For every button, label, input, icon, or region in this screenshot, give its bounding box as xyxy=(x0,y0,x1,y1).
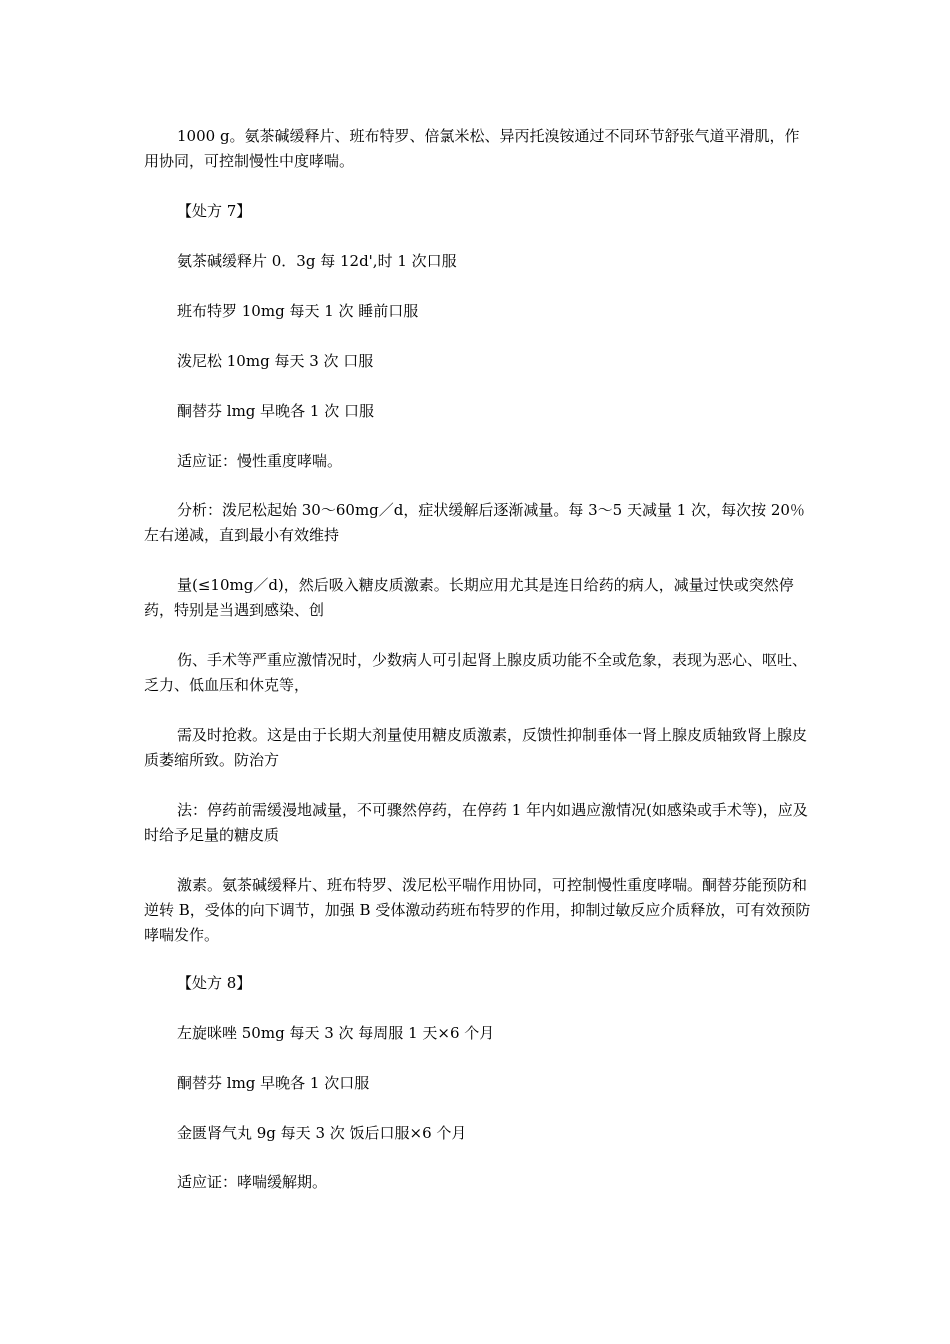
analysis-paragraph-4: 需及时抢救。这是由于长期大剂量使用糖皮质激素，反馈性抑制垂体一肾上腺皮质轴致肾上腺皮质萎缩所致。防治方 xyxy=(144,726,808,769)
paragraph-intro: 1000 g。氨茶碱缓释片、班布特罗、倍氯米松、异丙托溴铵通过不同环节舒张气道平滑肌，作用协同，可控制慢性中度哮喘。 xyxy=(144,127,800,170)
prescription-8-indication: 适应证：哮喘缓解期。 xyxy=(177,1173,328,1191)
prescription-8-item-ketotifen: 酮替芬 lmg 早晚各 1 次口服 xyxy=(177,1074,370,1092)
prescription-7-heading: 【处方 7】 xyxy=(177,202,252,220)
prescription-7-item-prednisone: 泼尼松 10mg 每天 3 次 口服 xyxy=(177,352,374,370)
prescription-7-item-bambuterol: 班布特罗 10mg 每天 1 次 睡前口服 xyxy=(177,302,419,320)
prescription-7-item-ketotifen: 酮替芬 lmg 早晚各 1 次 口服 xyxy=(177,402,375,420)
analysis-paragraph-3: 伤、手术等严重应激情况时，少数病人可引起肾上腺皮质功能不全或危象，表现为恶心、呕吐、乏力、低血压和休克等， xyxy=(144,651,808,694)
prescription-7-indication: 适应证：慢性重度哮喘。 xyxy=(177,452,343,470)
analysis-paragraph-2: 量(≤10mg／d)，然后吸入糖皮质激素。长期应用尤其是连日给药的病人，减量过快或突然停药，特别是当遇到感染、创 xyxy=(144,576,794,619)
prescription-7-item-aminophylline: 氨茶碱缓释片 0．3g 每 12d',时 1 次口服 xyxy=(177,252,457,270)
prescription-8-heading: 【处方 8】 xyxy=(177,974,252,992)
prescription-8-item-jinkui-pill: 金匮肾气丸 9g 每天 3 次 饭后口服×6 个月 xyxy=(177,1124,467,1142)
analysis-paragraph-1: 分析：泼尼松起始 30～60mg／d，症状缓解后逐渐减量。每 3～5 天减量 1 次，每次按 20％左右递减，直到最小有效维持 xyxy=(144,501,805,544)
prescription-8-item-levamisole: 左旋咪唑 50mg 每天 3 次 每周服 1 天×6 个月 xyxy=(177,1024,495,1042)
analysis-paragraph-5: 法：停药前需缓漫地减量，不可骤然停药，在停药 1 年内如遇应激情况(如感染或手术等)，应及时给予足量的糖皮质 xyxy=(144,801,808,844)
analysis-paragraph-6: 激素。氨茶碱缓释片、班布特罗、泼尼松平喘作用协同，可控制慢性重度哮喘。酮替芬能预防和逆转 B，受体的向下调节，加强 B 受体激动药班布特罗的作用，抑制过敏反应介质释放，可有效预防哮喘发作。 xyxy=(144,876,811,944)
